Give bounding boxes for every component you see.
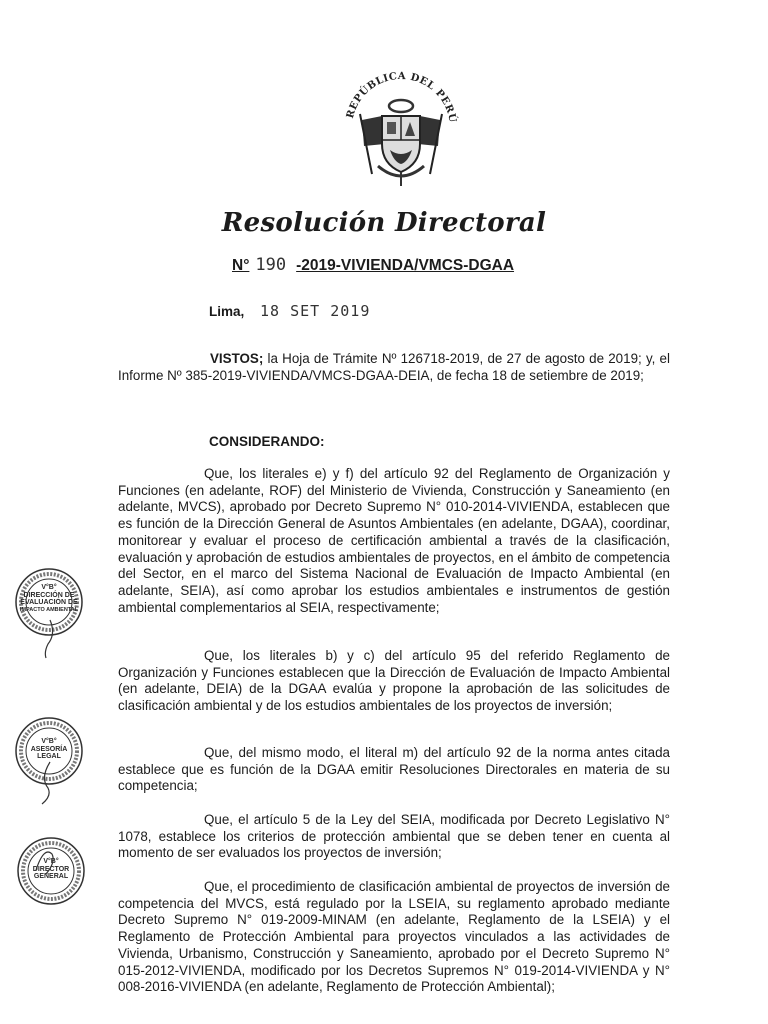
considerando-heading: CONSIDERANDO: bbox=[209, 434, 325, 449]
emblem-text: REPÚBLICA DEL PERÚ bbox=[344, 70, 458, 124]
signature-mark-1 bbox=[36, 618, 66, 660]
handwritten-number: 190 bbox=[255, 255, 287, 275]
paragraph-3: Que, del mismo modo, el literal m) del artículo 92 de la norma antes citada establece que es función de la DGAA emitir Resoluciones Directorales en materia de su competencia; bbox=[118, 745, 670, 794]
signature-mark-2 bbox=[30, 760, 64, 806]
paragraph-4: Que, el artículo 5 de la Ley del SEIA, modificada por Decreto Legislativo N° 1078, establece los criterios de protección ambiental que se deben tener en cuenta al momento de ser evaluados los proyectos de inversión; bbox=[118, 812, 670, 861]
approval-seal-deia: V°B° DIRECCIÓN DE EVALUACIÓN DE IMPACTO AMBIENTAL bbox=[14, 567, 84, 637]
resolution-number bbox=[232, 255, 514, 275]
signature-mark-3 bbox=[30, 840, 60, 880]
approval-seal-asesoria: V°B° ASESORÍA LEGAL bbox=[14, 716, 84, 786]
vistos-label: VISTOS; bbox=[210, 351, 264, 366]
paragraph-2: Que, los literales b) y c) del artículo 95 del referido Reglamento de Organización y Funciones establecen que la Dirección de Evaluación de Impacto Ambiental (en adelante, DEIA) de la DGAA evalúa y propone la aprobación de las solicitudes de clasificación ambiental y de los estudios ambientales de los proyectos de inversión; bbox=[118, 648, 670, 714]
number-suffix: -2019-VIVIENDA/VMCS-DGAA bbox=[296, 257, 515, 274]
paragraph-5: Que, el procedimiento de clasificación ambiental de proyectos de inversión de competencia del MVCS, está regulado por la LSEIA, su reglamento aprobado mediante Decreto Supremo N° 019-2009-MINAM (en adelante, Reglamento de la LSEIA) y el Reglamento de Protección Ambiental para proyectos vinculados a las actividades de Vivienda, Urbanismo, Construcción y Saneamiento, aprobado por el Decreto Supremo N° 015-2012-VIVIENDA, modificado por los Decretos Supremos N° 019-2014-VIVIENDA y N° 008-2016-VIVIENDA (en adelante, Reglamento de Protección Ambiental); bbox=[118, 879, 670, 995]
vistos-text: la Hoja de Trámite Nº 126718-2019, de 27 de agosto de 2019; y, el Informe Nº 385-2019-VIVIENDA/VMCS-DGAA-DEIA, de fecha 18 de setiembre de 2019; bbox=[118, 351, 670, 383]
number-prefix: N° bbox=[232, 257, 250, 274]
document-title: Resolución Directoral bbox=[221, 208, 547, 238]
approval-seal-director: V°B° DIRECTOR GENERAL bbox=[16, 836, 86, 906]
paragraph-1: Que, los literales e) y f) del artículo 92 del Reglamento de Organización y Funciones (en adelante, ROF) del Ministerio de Vivienda, Construcción y Saneamiento (en adelante, MVCS), aprobado por Decreto Supremo N° 010-2014-VIVIENDA, establecen que es función de la Dirección General de Asuntos Ambientales (en adelante, DGAA), coordinar, monitorear y evaluar el proceso de certificación ambiental a través de la clasificación, evaluación y aprobación de estudios ambientales de proyectos, en el ámbito de competencia del Sector, en el marco del Sistema Nacional de Evaluación de Impacto Ambiental (en adelante, SEIA), así como aprobar los estudios ambientales e instrumentos de gestión ambiental complementarios al SEIA, respectivamente; bbox=[118, 466, 670, 615]
place-date-line bbox=[209, 302, 370, 320]
vistos-paragraph bbox=[118, 351, 670, 384]
place-label: Lima, bbox=[209, 304, 245, 319]
date-stamp: 18 SET 2019 bbox=[260, 302, 371, 320]
coat-of-arms-emblem bbox=[338, 66, 464, 190]
